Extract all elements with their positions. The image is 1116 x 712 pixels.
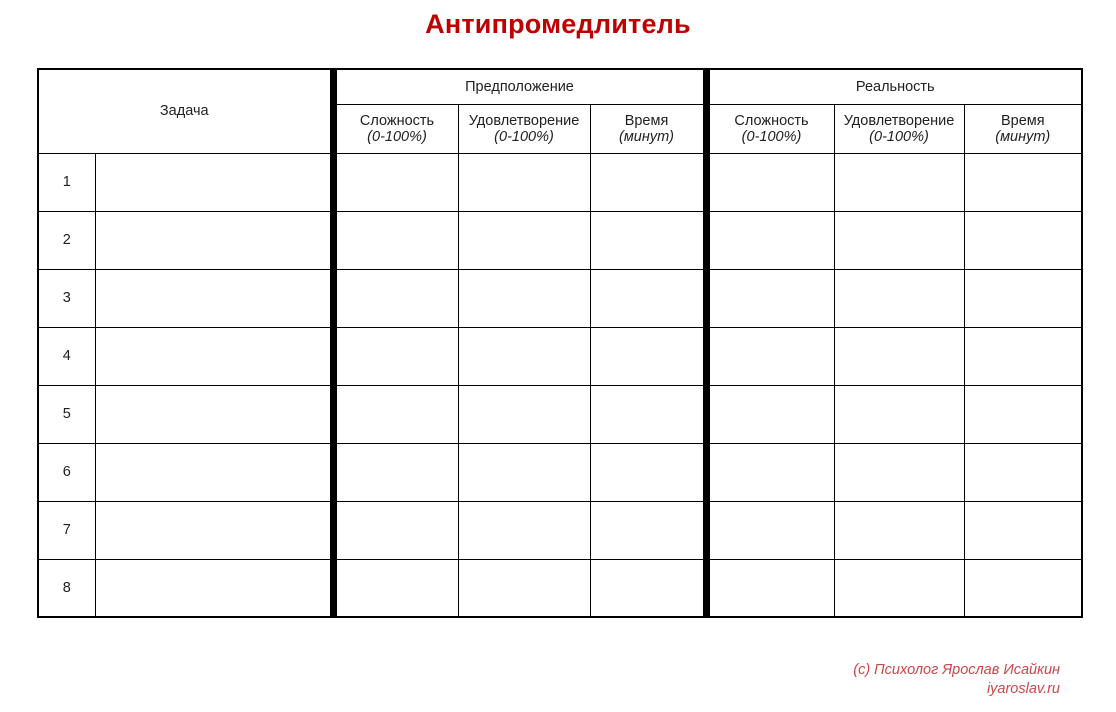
reality-satisfaction-cell: [834, 327, 964, 385]
assumption-satisfaction-cell: [458, 153, 590, 211]
reality-difficulty-cell: [706, 501, 834, 559]
assumption-time-cell: [590, 269, 706, 327]
assumption-difficulty-cell: [333, 385, 458, 443]
assumption-time-cell: [590, 559, 706, 617]
reality-satisfaction-cell: [834, 385, 964, 443]
assumption-difficulty-cell: [333, 559, 458, 617]
row-number: 8: [38, 559, 95, 617]
row-number: 6: [38, 443, 95, 501]
assumption-satisfaction-header: [458, 104, 590, 153]
row-number: 4: [38, 327, 95, 385]
reality-time-cell: [964, 211, 1082, 269]
column-label: Сложность: [359, 112, 435, 129]
reality-time-cell: [964, 501, 1082, 559]
table-row: [38, 269, 1082, 327]
reality-difficulty-cell: [706, 327, 834, 385]
reality-time-cell: [964, 269, 1082, 327]
column-label: Удовлетворение: [468, 112, 580, 129]
column-label: Сложность: [734, 112, 809, 129]
column-unit: (минут): [995, 128, 1051, 145]
assumption-satisfaction-cell: [458, 385, 590, 443]
reality-satisfaction-cell: [834, 269, 964, 327]
table-row: [38, 211, 1082, 269]
assumption-difficulty-cell: [333, 501, 458, 559]
assumption-difficulty-cell: [333, 211, 458, 269]
reality-satisfaction-cell: [834, 559, 964, 617]
assumption-time-header: [590, 104, 706, 153]
assumption-time-cell: [590, 501, 706, 559]
row-number: 3: [38, 269, 95, 327]
antiprocrastination-table: [37, 68, 1083, 618]
column-label: Время: [624, 112, 669, 129]
column-label: Удовлетворение: [843, 112, 955, 129]
column-unit: (0-100%): [494, 128, 554, 145]
task-column-header: Задача: [38, 69, 333, 153]
reality-satisfaction-cell: [834, 153, 964, 211]
reality-time-cell: [964, 327, 1082, 385]
row-number: 5: [38, 385, 95, 443]
task-cell: [95, 501, 333, 559]
table-row: [38, 327, 1082, 385]
task-cell: [95, 327, 333, 385]
task-cell: [95, 443, 333, 501]
task-cell: [95, 385, 333, 443]
reality-satisfaction-cell: [834, 443, 964, 501]
assumption-difficulty-cell: [333, 153, 458, 211]
column-unit: (0-100%): [741, 128, 802, 145]
assumption-difficulty-cell: [333, 269, 458, 327]
reality-difficulty-cell: [706, 385, 834, 443]
table-row: [38, 501, 1082, 559]
assumption-satisfaction-cell: [458, 559, 590, 617]
table-row: [38, 443, 1082, 501]
assumption-time-cell: [590, 443, 706, 501]
reality-time-cell: [964, 559, 1082, 617]
reality-satisfaction-cell: [834, 211, 964, 269]
assumption-group-header: Предположение: [333, 69, 706, 104]
reality-difficulty-cell: [706, 269, 834, 327]
row-number: 1: [38, 153, 95, 211]
reality-time-cell: [964, 385, 1082, 443]
table-row: [38, 385, 1082, 443]
column-label: Время: [1000, 112, 1045, 129]
assumption-difficulty-cell: [333, 327, 458, 385]
assumption-satisfaction-cell: [458, 269, 590, 327]
task-cell: [95, 559, 333, 617]
group-header-row: [38, 69, 1082, 104]
reality-satisfaction-header: [834, 104, 964, 153]
page-title: Антипромедлитель: [425, 9, 691, 39]
reality-time-cell: [964, 153, 1082, 211]
assumption-time-cell: [590, 385, 706, 443]
reality-difficulty-cell: [706, 559, 834, 617]
task-cell: [95, 211, 333, 269]
credit-author: (с) Психолог Ярослав Исайкин: [853, 662, 1060, 678]
row-number: 7: [38, 501, 95, 559]
column-unit: (0-100%): [869, 128, 929, 145]
task-cell: [95, 153, 333, 211]
column-unit: (минут): [619, 128, 674, 145]
reality-difficulty-cell: [706, 211, 834, 269]
task-cell: [95, 269, 333, 327]
reality-difficulty-cell: [706, 153, 834, 211]
table-row: [38, 559, 1082, 617]
assumption-time-cell: [590, 153, 706, 211]
assumption-satisfaction-cell: [458, 501, 590, 559]
reality-difficulty-header: [706, 104, 834, 153]
reality-difficulty-cell: [706, 443, 834, 501]
reality-time-header: [964, 104, 1082, 153]
assumption-difficulty-cell: [333, 443, 458, 501]
reality-satisfaction-cell: [834, 501, 964, 559]
assumption-satisfaction-cell: [458, 443, 590, 501]
assumption-time-cell: [590, 211, 706, 269]
reality-time-cell: [964, 443, 1082, 501]
assumption-satisfaction-cell: [458, 211, 590, 269]
column-unit: (0-100%): [367, 128, 427, 145]
assumption-satisfaction-cell: [458, 327, 590, 385]
row-number: 2: [38, 211, 95, 269]
assumption-time-cell: [590, 327, 706, 385]
table-row: [38, 153, 1082, 211]
assumption-difficulty-header: [333, 104, 458, 153]
credit-site: iyaroslav.ru: [986, 681, 1060, 697]
reality-group-header: Реальность: [706, 69, 1082, 104]
copyright-credit: [853, 661, 1060, 699]
